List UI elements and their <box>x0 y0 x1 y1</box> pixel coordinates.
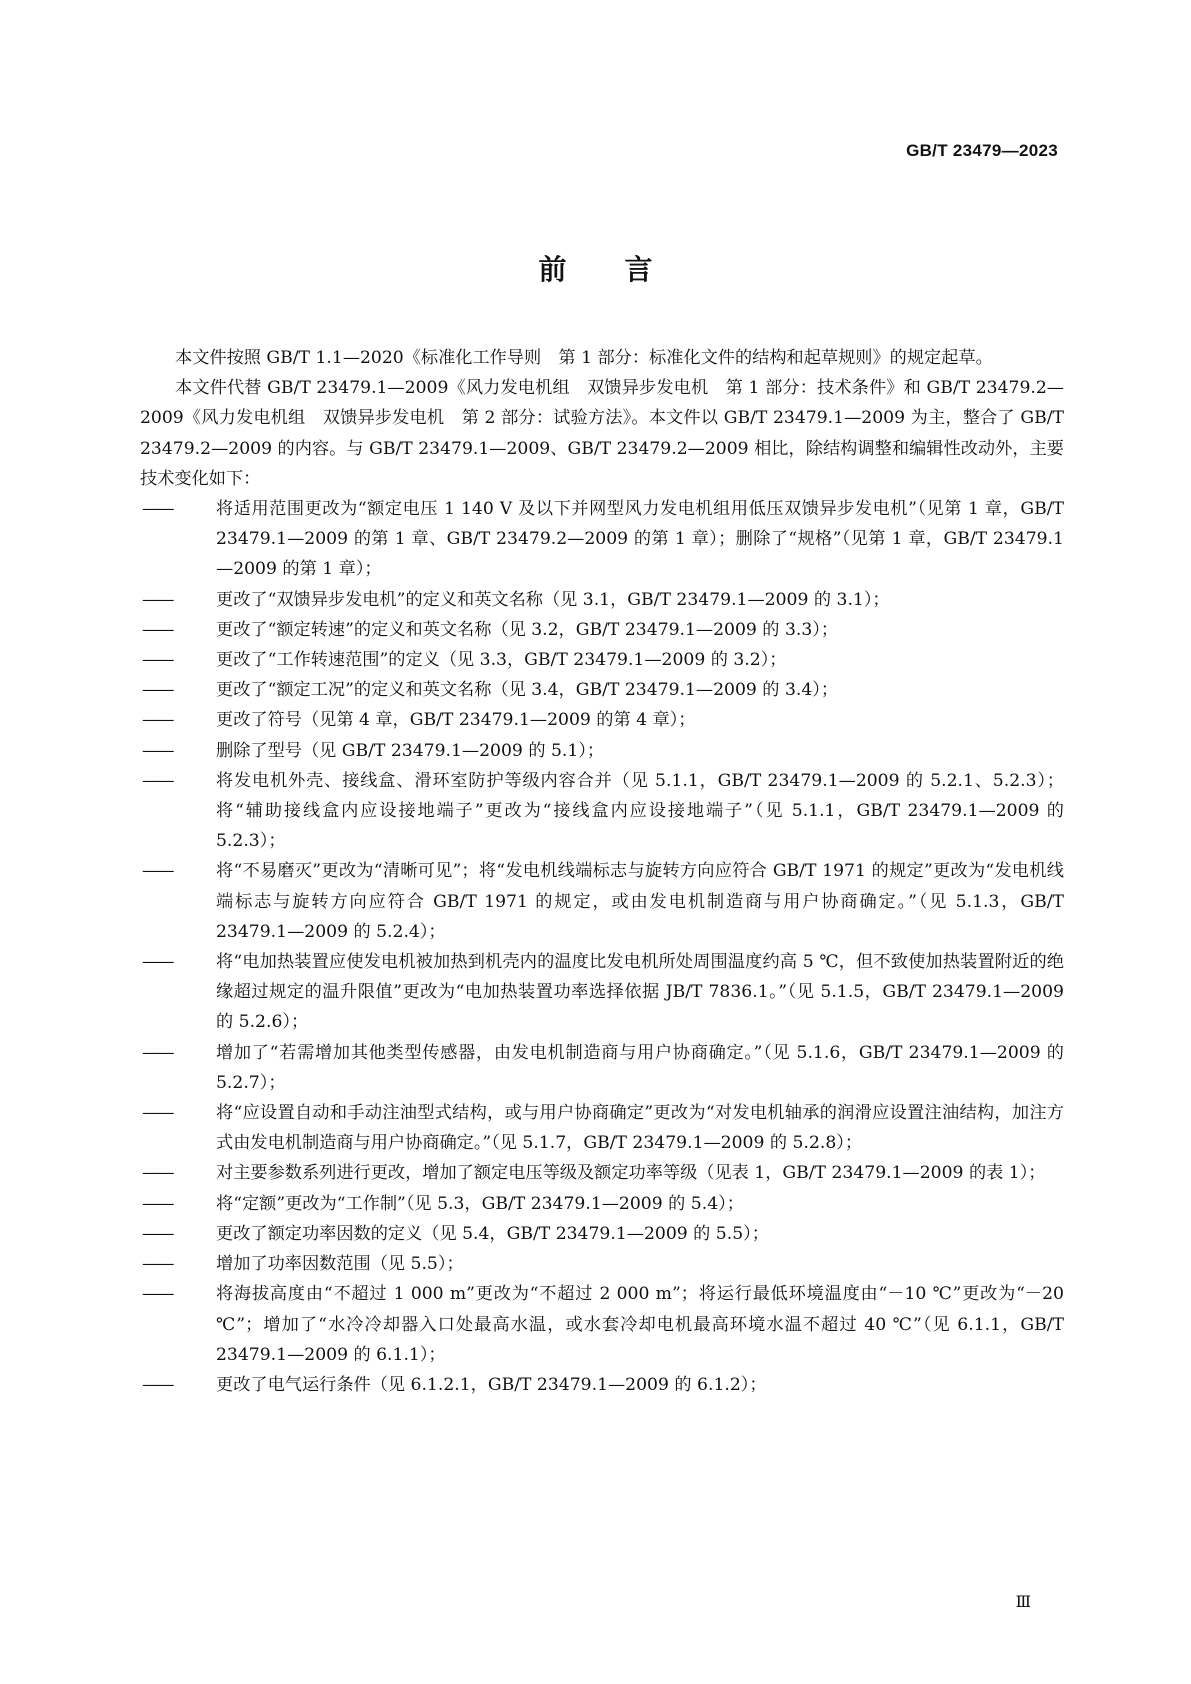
list-item <box>140 1189 1064 1219</box>
dash-marker: —— <box>142 1223 173 1244</box>
list-item <box>140 766 1064 857</box>
list-item-text: 更改了符号（见第 4 章，GB/T 23479.1—2009 的第 4 章）； <box>216 710 696 731</box>
dash-marker: —— <box>142 650 173 671</box>
dash-marker: —— <box>142 740 173 761</box>
page-title: 前言 <box>538 253 711 286</box>
list-item <box>140 1098 1064 1158</box>
intro-paragraph: 本文件按照 GB/T 1.1—2020《标准化工作导则 第 1 部分：标准化文件的结构和起草规则》的规定起草。 <box>175 348 993 368</box>
list-item-text: 对主要参数系列进行更改，增加了额定电压等级及额定功率等级（见表 1，GB/T 23479.1—2009 的表 1）； <box>216 1163 1046 1184</box>
list-item-text: 将“不易磨灭”更改为“清晰可见”；将“发电机线端标志与旋转方向应符合 GB/T 1971 的规定”更改为“发电机线端标志与旋转方向应符合 GB/T 1971 的规定，或由发电机制造商与用户协商确定。”（见 5.1.3，GB/T 23479.1—2009 的 5.2.4）； <box>216 861 1064 942</box>
dash-marker: —— <box>142 770 173 791</box>
list-item-text: 增加了“若需增加其他类型传感器，由发电机制造商与用户协商确定。”（见 5.1.6，GB/T 23479.1—2009 的 5.2.7）； <box>216 1042 1064 1093</box>
dash-marker: —— <box>142 1254 173 1275</box>
dash-marker: —— <box>142 589 173 610</box>
dash-marker: —— <box>142 1284 173 1305</box>
list-item-text: 更改了“双馈异步发电机”的定义和英文名称（见 3.1，GB/T 23479.1—2009 的 3.1）； <box>216 589 890 610</box>
list-item <box>140 1249 1064 1279</box>
list-item <box>140 856 1064 947</box>
dash-marker: —— <box>142 1042 173 1063</box>
dash-marker: —— <box>142 1374 173 1395</box>
replacement-paragraph: 本文件代替 GB/T 23479.1—2009《风力发电机组 双馈异步发电机 第 1 部分：技术条件》和 GB/T 23479.2—2009《风力发电机组 双馈异步发电机 第 2 部分：试验方法》。本文件以 GB/T 23479.1—2009 为主，整合了 GB/T 23479.2—2009 的内容。与 GB/T 23479.1—2009、GB/T 23479.2—2009 相比，除结构调整和编辑性改动外，主要技术变化如下： <box>140 378 1064 489</box>
dash-marker: —— <box>142 499 173 520</box>
list-item-text: 更改了“额定工况”的定义和英文名称（见 3.4，GB/T 23479.1—2009 的 3.4）； <box>216 680 839 701</box>
list-item <box>140 1219 1064 1249</box>
list-item-text: 增加了功率因数范围（见 5.5）； <box>216 1254 464 1275</box>
dash-marker: —— <box>142 680 173 701</box>
list-item <box>140 645 1064 675</box>
list-item-text: 将发电机外壳、接线盒、滑环室防护等级内容合并（见 5.1.1，GB/T 23479.1—2009 的 5.2.1、5.2.3）；将“辅助接线盒内应设接地端子”更改为“接线盒内应设接地端子”（见 5.1.1，GB/T 23479.1—2009 的 5.2.3）； <box>216 770 1064 852</box>
dash-marker: —— <box>142 619 173 640</box>
list-item-text: 更改了额定功率因数的定义（见 5.4，GB/T 23479.1—2009 的 5.5）； <box>216 1223 769 1244</box>
dash-marker: —— <box>142 710 173 731</box>
list-item-text: 将适用范围更改为“额定电压 1 140 V 及以下并网型风力发电机组用低压双馈异步发电机”（见第 1 章，GB/T 23479.1—2009 的第 1 章、GB/T 23479.2—2009 的第 1 章）；删除了“规格”（见第 1 章，GB/T 23479.1—2009 的第 1 章）； <box>216 499 1064 580</box>
list-item-text: 将海拔高度由“不超过 1 000 m”更改为“不超过 2 000 m”；将运行最低环境温度由“－10 ℃”更改为“－20 ℃”；增加了“水冷冷却器入口处最高水温，或水套冷却电机最高环境水温不超过 40 ℃”（见 6.1.1，GB/T 23479.1—2009 的 6.1.1）； <box>216 1284 1064 1365</box>
list-item-text: 将“应设置自动和手动注油型式结构，或与用户协商确定”更改为“对发电机轴承的润滑应设置注油结构，加注方式由发电机制造商与用户协商确定。”（见 5.1.7，GB/T 23479.1—2009 的 5.2.8）； <box>216 1103 1064 1154</box>
changes-list <box>140 494 1064 1400</box>
list-item <box>140 1370 1064 1400</box>
list-item <box>140 615 1064 645</box>
list-item <box>140 675 1064 705</box>
list-item <box>140 1279 1064 1370</box>
list-item <box>140 1158 1064 1188</box>
list-item-text: 将“定额”更改为“工作制”（见 5.3，GB/T 23479.1—2009 的 5.4）； <box>216 1193 744 1214</box>
list-item <box>140 947 1064 1038</box>
dash-marker: —— <box>142 1163 173 1184</box>
list-item <box>140 705 1064 735</box>
list-item-text: 将“电加热装置应使发电机被加热到机壳内的温度比发电机所处周围温度约高 5 ℃，但不致使加热装置附近的绝缘超过规定的温升限值”更改为“电加热装置功率选择依据 JB/T 7836.1。”（见 5.1.5，GB/T 23479.1—2009 的 5.2.6）； <box>216 952 1064 1033</box>
standard-code: GB/T 23479—2023 <box>906 141 1058 160</box>
list-item <box>140 494 1064 585</box>
list-item <box>140 1038 1064 1098</box>
dash-marker: —— <box>142 1193 173 1214</box>
list-item <box>140 585 1064 615</box>
list-item-text: 更改了“工作转速范围”的定义（见 3.3，GB/T 23479.1—2009 的 3.2）； <box>216 650 787 671</box>
dash-marker: —— <box>142 1103 173 1124</box>
list-item-text: 删除了型号（见 GB/T 23479.1—2009 的 5.1）； <box>216 740 605 761</box>
list-item <box>140 736 1064 766</box>
dash-marker: —— <box>142 861 173 882</box>
list-item-text: 更改了“额定转速”的定义和英文名称（见 3.2，GB/T 23479.1—2009 的 3.3）； <box>216 619 839 640</box>
foreword-body <box>140 343 1064 1400</box>
dash-marker: —— <box>142 952 173 973</box>
page-number: Ⅲ <box>1015 1592 1031 1611</box>
list-item-text: 更改了电气运行条件（见 6.1.2.1，GB/T 23479.1—2009 的 6.1.2）； <box>216 1374 767 1395</box>
